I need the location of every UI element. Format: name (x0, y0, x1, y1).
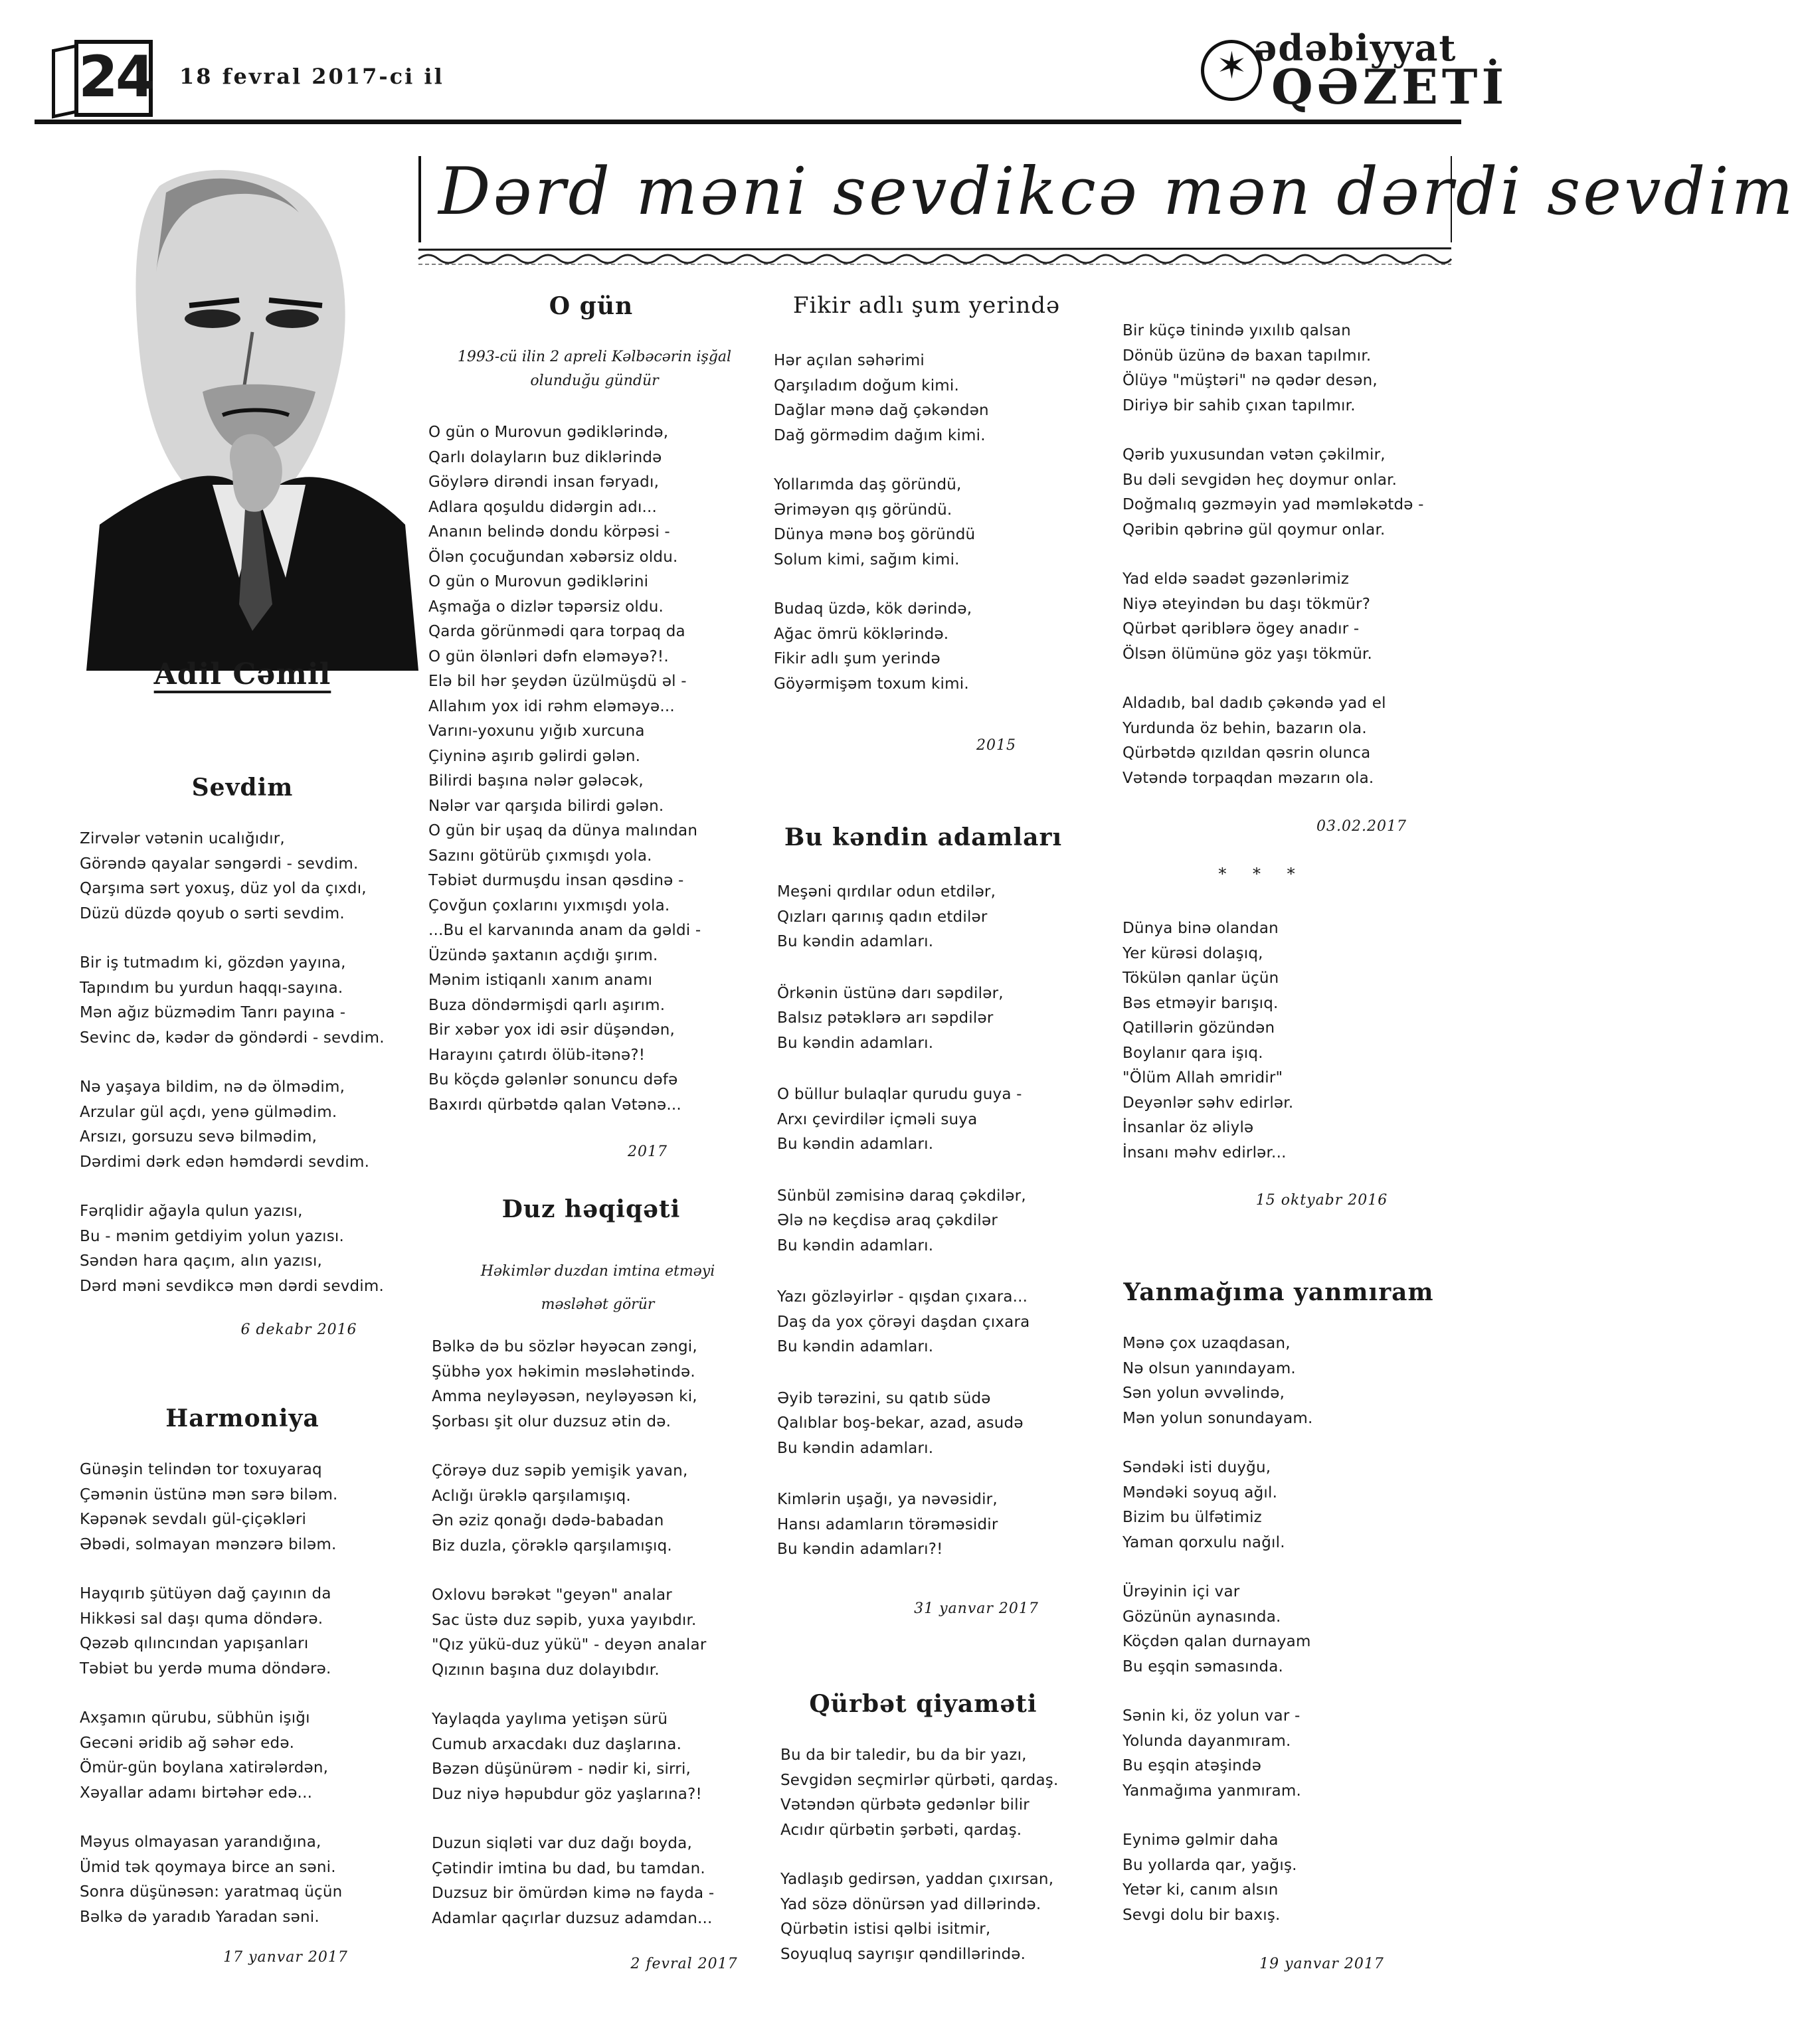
stanza (777, 1387, 1030, 1462)
poem-line: Adamlar qaçırlar duzsuz adamdan... (432, 1909, 713, 1927)
poem-line: Sazını götürüb çıxmışdı yola. (428, 847, 652, 865)
poem-line: Bu yollarda qar, yağış. (1122, 1856, 1297, 1874)
poem-line: Aldadıb, bal dadıb çəkəndə yad el (1122, 695, 1386, 712)
stanza (80, 827, 385, 926)
poem-line: Yanmağıma yanmıram. (1122, 1782, 1301, 1800)
poem-line: Bu kəndin adamları?! (777, 1541, 943, 1558)
poem-line: Nə yaşaya bildim, nə də ölmədim, (80, 1078, 345, 1096)
stanza (1122, 691, 1424, 791)
poem-line: Dünya mənə boş göründü (774, 526, 976, 543)
poem-line: Dönüb üzünə də baxan tapılmır. (1122, 347, 1372, 365)
stanza (774, 597, 989, 697)
stanza (80, 1075, 385, 1175)
poem-line: Göyərmişəm toxum kimi. (774, 675, 969, 693)
poem-line: Duz niyə həpubdur göz yaşlarına?! (432, 1785, 702, 1803)
poem-line: Üzündə şaxtanın açdığı şırım. (428, 946, 658, 964)
poem-line: Kimlərin uşağı, ya nəvəsidir, (777, 1491, 998, 1508)
poem-line: Bu kəndin adamları. (777, 1034, 934, 1052)
poem-line: Ümid tək qoymaya birce an səni. (80, 1858, 336, 1876)
stanza (80, 1582, 342, 1681)
poem-line: O gün ölənləri dəfn eləməyə?!. (428, 647, 669, 665)
poem-date: 2 fevral 2017 (630, 1956, 738, 1972)
poem-line: Sevgi dolu bir baxış. (1122, 1906, 1281, 1924)
poem-line: Elə bil hər şeydən üzülmüşdü əl - (428, 673, 687, 690)
poem-line: Fikir adlı şum yerində (774, 650, 941, 667)
emblem-icon (1201, 40, 1262, 101)
poem-date: 03.02.2017 (1316, 818, 1407, 835)
poem-line: O büllur bulaqlar qurudu guya - (777, 1086, 1022, 1103)
poem-line: Hayqırıb şütüyən dağ çayının da (80, 1585, 331, 1602)
poem-line: Qızları qarınış qadın etdilər (777, 908, 988, 926)
poem-line: İnsanı məhv edirlər... (1122, 1144, 1287, 1161)
poem-date: 6 dekabr 2016 (240, 1321, 357, 1338)
poem-line: Duzsuz bir ömürdən kimə nə fayda - (432, 1885, 715, 1902)
poem-line: Budaq üzdə, kök dərində, (774, 600, 972, 618)
poem-line: Bu da bir taledir, bu da bir yazı, (780, 1746, 1027, 1764)
poem-title-duz-heqiqeti: Duz həqiqəti (501, 1195, 681, 1223)
stanza (1122, 1456, 1313, 1555)
poem-line: Əyib tərəzini, su qatıb südə (777, 1389, 991, 1407)
poem-title-fikir: Fikir adlı şum yerində (792, 292, 1061, 319)
poem-line: Dərd məni sevdikcə mən dərdi sevdim. (80, 1277, 385, 1295)
poem-line: Dağlar mənə dağ çəkəndən (774, 402, 989, 419)
poem-line: Eynimə gəlmir daha (1122, 1831, 1279, 1849)
poem-yanmagima (1122, 1331, 1313, 1928)
poem-date: 2015 (976, 737, 1016, 754)
poem-line: Ölüyə "müştəri" nə qədər desən, (1122, 372, 1378, 389)
poem-line: Günəşin telindən tor toxuyaraq (80, 1461, 322, 1478)
poem-line: Acıdır qürbətin şərbəti, qardaş. (780, 1821, 1022, 1839)
poem-line: Bu kəndin adamları. (777, 933, 934, 950)
poem-line: Vətəndən qürbətə gedənlər bilir (780, 1796, 1030, 1814)
poem-fikir (774, 349, 989, 697)
stanza (1122, 1828, 1313, 1928)
poem-line: Mənə çox uzaqdasan, (1122, 1335, 1291, 1352)
poem-line: Deyənlər səhv edirlər. (1122, 1094, 1294, 1112)
poem-line: Yad eldə səadət gəzənlərimiz (1122, 570, 1350, 588)
poem-line: Əriməyən qış göründü. (774, 501, 952, 519)
stanza (432, 1335, 714, 1434)
stanza (777, 1488, 1030, 1563)
stanza (80, 1199, 385, 1299)
stanza (80, 951, 385, 1051)
poem-line: Tökülən qanlar üçün (1122, 970, 1279, 987)
poem-line: Yetər ki, canım alsın (1122, 1881, 1279, 1899)
poem-line: Xəyallar adamı birtəhər edə... (80, 1784, 313, 1802)
poem-line: Bu eşqin atəşində (1122, 1757, 1262, 1774)
poem-line: Sünbül zəmisinə daraq çəkdilər, (777, 1187, 1026, 1205)
poem-duz-heqiqeti (432, 1335, 714, 1931)
poem-line: Ən əziz qonağı dədə-babadan (432, 1512, 664, 1529)
poem-line: Qərib yuxusundan vətən çəkilmir, (1122, 446, 1386, 464)
poem-line: Axşamın qürubu, sübhün işığı (80, 1709, 310, 1727)
poem-o-gun (428, 420, 701, 1118)
poem-line: Bu eşqin səmasında. (1122, 1658, 1284, 1675)
poem-line: Niyə əteyindən bu daşı tökmür? (1122, 595, 1371, 613)
poem-harmoniya (80, 1458, 342, 1930)
poem-line: Bəlkə də bu sözlər həyəcan zəngi, (432, 1338, 697, 1355)
stanza (80, 1830, 342, 1930)
poem-line: Ürəyinin içi var (1122, 1583, 1240, 1600)
poem-line: Bizim bu ülfətimiz (1122, 1509, 1262, 1526)
poem-line: Şübhə yox həkimin məsləhətində. (432, 1363, 695, 1381)
poem-line: Hər açılan səhərimi (774, 352, 925, 369)
poem-title-o-gun: O gün (549, 292, 634, 320)
poem-line: "Qız yükü-duz yükü" - deyən analar (432, 1636, 707, 1654)
poem-date: 2017 (628, 1144, 668, 1160)
poem-line: Bu kəndin adamları. (777, 1338, 934, 1355)
poem-line: Soyuqluq sayrışır qəndillərində. (780, 1945, 1026, 1963)
poem-line: Yolunda dayanmıram. (1122, 1732, 1291, 1750)
poem-line: Sevgidən seçmirlər qürbəti, qardaş. (780, 1771, 1059, 1789)
poem-line: Sən yolun əvvəlində, (1122, 1385, 1285, 1402)
poem-line: Sevinc də, kədər də göndərdi - sevdim. (80, 1029, 385, 1047)
poem-line: Mən ağız büzmədim Tanrı payına - (80, 1004, 346, 1021)
stanza (80, 1706, 342, 1806)
stanza (780, 1867, 1058, 1967)
ornament-rule (418, 244, 1451, 271)
stanza (1122, 567, 1424, 667)
stanza (1122, 443, 1424, 543)
poem-line: O gün o Murovun gədiklərində, (428, 424, 669, 441)
poem-line: Doğmalıq gəzməyin yad məmləkətdə - (1122, 496, 1424, 513)
header-rule (35, 120, 1461, 124)
poem-line: Baxırdı qürbətdə qalan Vətənə... (428, 1096, 681, 1114)
poem-line: Qürbətdə qızıldan qəsrin olunca (1122, 744, 1371, 762)
poem-line: Bu kəndin adamları. (777, 1439, 934, 1457)
poem-line: Solum kimi, sağım kimi. (774, 551, 960, 568)
poem-subtitle: 1993-cü ilin 2 apreli Kəlbəcərin işğal olunduğu gündür (457, 349, 732, 389)
poem-line: Hikkəsi sal daşı quma döndərə. (80, 1610, 323, 1628)
poem-title-qurbet: Qürbət qiyaməti (809, 1690, 1037, 1718)
poem-line: İnsanlar öz əliylə (1122, 1119, 1254, 1136)
page-number-fold (52, 44, 78, 119)
newspaper-logo (1201, 27, 1508, 126)
stanza (80, 1458, 342, 1557)
main-headline: Dərd məni sevdikcə mən dərdi sevdim (438, 154, 1796, 230)
poem-line: Hansı adamların törəməsidir (777, 1515, 998, 1533)
poem-line: Aclığı ürəklə qarşılamışıq. (432, 1487, 631, 1505)
stanza (777, 1285, 1030, 1360)
stanza (777, 880, 1030, 955)
stanza (1122, 1704, 1313, 1804)
poem-line: Qürbətin istisi qəlbi isitmir, (780, 1920, 991, 1938)
poem-line: Məndəki soyuq ağıl. (1122, 1484, 1278, 1501)
stanza (428, 420, 701, 1118)
poem-line: Yer kürəsi dolaşıq, (1122, 944, 1263, 962)
poem-line: Çörəyə duz səpib yemişik yavan, (432, 1462, 688, 1480)
poem-line: Kəpənək sevdalı gül-çiçəkləri (80, 1511, 307, 1528)
poem-line: Meşəni qırdılar odun etdilər, (777, 883, 996, 900)
poem-line: Örkənin üstünə darı səpdilər, (777, 984, 1004, 1002)
poem-line: Yadlaşıb gedirsən, yaddan çıxırsan, (780, 1871, 1054, 1888)
poem-line: "Ölüm Allah əmridir" (1122, 1069, 1283, 1086)
poem-line: Arzular gül açdı, yenə gülmədim. (80, 1103, 337, 1121)
stanza (432, 1583, 714, 1683)
poem-line: Ələ nə keçdisə araq çəkdilər (777, 1212, 998, 1229)
poem-line: Yurdunda öz behin, bazarın ola. (1122, 719, 1367, 737)
poem-line: Tapındım bu yurdun haqqı-sayına. (80, 979, 343, 997)
poem-line: Qarda görünmədi qara torpaq da (428, 623, 685, 640)
poem-line: Qalıblar boş-bekar, azad, asudə (777, 1414, 1024, 1432)
poem-line: Sənin ki, öz yolun var - (1122, 1707, 1301, 1725)
poem-sevdim (80, 827, 385, 1299)
poem-line: Qəzəb qılıncından yapışanları (80, 1635, 309, 1652)
poem-line: Görəndə qayalar səngərdi - sevdim. (80, 855, 359, 873)
poem-line: Diriyə bir sahib çıxan tapılmır. (1122, 396, 1356, 414)
poem-line: Boylanır qara işıq. (1122, 1044, 1263, 1062)
poem-line: Dərdimi dərk edən həmdərdi sevdim. (80, 1153, 370, 1171)
poem-line: ...Bu el karvanında anam da gəldi - (428, 922, 701, 939)
poem-line: Dünya binə olandan (1122, 920, 1279, 937)
poem-line: Səndəki isti duyğu, (1122, 1459, 1271, 1476)
poem-line: Harayını çatırdı ölüb-itənə?! (428, 1046, 646, 1064)
poem-line: Qürbət qəriblərə ögey anadır - (1122, 620, 1360, 638)
poem-line: Yazı gözləyirlər - qışdan çıxara... (777, 1288, 1028, 1306)
stanza (777, 981, 1030, 1057)
poem-line: Bir iş tutmadım ki, gözdən yayına, (80, 954, 346, 972)
poem-line: Qatillərin gözündən (1122, 1019, 1275, 1037)
poem-line: Təbiət durmuşdu insan qəsdinə - (428, 872, 684, 889)
poem-line: Mənim istiqanlı xanım anamı (428, 972, 653, 989)
poem-line: Arxı çevirdilər içməli suya (777, 1110, 978, 1128)
poem-line: Düzü düzdə qoyub o sərti sevdim. (80, 904, 345, 922)
poem-line: Yad sözə dönürsən yad dillərində. (780, 1895, 1041, 1913)
stanza (1122, 1580, 1313, 1679)
stanza (774, 473, 989, 572)
poem-line: Səndən hara qaçım, alın yazısı, (80, 1252, 323, 1270)
page-number (74, 40, 153, 117)
poem-line: Qarşıladım doğum kimi. (774, 377, 959, 394)
poem-line: Aşmağa o dizlər təpərsiz oldu. (428, 598, 664, 616)
stanza (774, 349, 989, 448)
author-name: Adil Cəmil (153, 657, 331, 691)
poem-line: Köçdən qalan durnayam (1122, 1633, 1311, 1650)
poem-line: Ağac ömrü köklərində. (774, 625, 949, 643)
poem-line: Duzun siqləti var duz dağı boyda, (432, 1835, 692, 1852)
logo-top-text: ədəbiyyat (1254, 27, 1457, 69)
poem-line: Ölən çocuğundan xəbərsiz oldu. (428, 548, 678, 566)
poem-line: Vətəndə torpaqdan məzarın ola. (1122, 769, 1374, 787)
stanza (777, 1184, 1030, 1259)
poem-line: Ömür-gün boylana xatirələrdən, (80, 1759, 329, 1776)
poem-line: Qəribin qəbrinə gül qoymur onlar. (1122, 521, 1386, 539)
page-number-text: 24 (78, 44, 153, 110)
poem-line: Nələr var qarşıda bilirdi gələn. (428, 797, 664, 815)
poem-line: Gözünün aynasında. (1122, 1608, 1281, 1626)
poem-kend (777, 880, 1030, 1563)
poem-untitled (1122, 916, 1293, 1165)
poem-line: Təbiət bu yerdə muma döndərə. (80, 1660, 331, 1677)
poem-line: Bu kəndin adamları. (777, 1136, 934, 1153)
stanza (432, 1707, 714, 1807)
poem-title-harmoniya: Harmoniya (165, 1405, 319, 1432)
poem-line: Qızının başına duz dolayıbdır. (432, 1661, 660, 1679)
poem-line: O gün bir uşaq da dünya malından (428, 822, 698, 839)
poem-line: Əbədi, solmayan mənzərə biləm. (80, 1535, 337, 1553)
section-stars: * * * (1218, 865, 1306, 883)
poem-line: Bilirdi başına nələr gələcək, (428, 772, 644, 790)
poem-subtitle: Həkimlər duzdan imtina etməyi məsləhət görür (480, 1263, 715, 1313)
poem-line: Şorbası şit olur duzsuz ətin də. (432, 1412, 672, 1430)
stanza (780, 1743, 1058, 1843)
poem-line: Qarlı dolayların buz diklərində (428, 448, 662, 466)
poem-line: Çətindir imtina bu dad, bu tamdan. (432, 1859, 705, 1877)
poem-qurbet (780, 1743, 1058, 1967)
stanza (432, 1459, 714, 1559)
poem-date: 17 yanvar 2017 (223, 1949, 348, 1966)
poem-line: Yaman qorxulu nağıl. (1122, 1533, 1285, 1551)
stanza (1122, 916, 1293, 1165)
poem-line: Mən yolun sonundayam. (1122, 1409, 1313, 1427)
poem-title-kend: Bu kəndin adamları (784, 823, 1063, 851)
stanza (1122, 1331, 1313, 1431)
poem-line: O gün o Murovun gədiklərini (428, 573, 649, 590)
poem-title-sevdim: Sevdim (191, 774, 294, 802)
poem-line: Çəmənin üstünə mən sərə biləm. (80, 1486, 338, 1503)
poem-line: Buza döndərmişdi qarlı aşırım. (428, 996, 666, 1014)
poem-line: Oxlovu bərəkət "geyən" analar (432, 1586, 672, 1604)
author-portrait (60, 153, 418, 671)
poem-line: Allahım yox idi rəhm eləməyə... (428, 697, 675, 715)
poem-title-yanmagima: Yanmağıma yanmıram (1123, 1278, 1434, 1306)
poem-line: Çovğun çoxlarını yıxmışdı yola. (428, 896, 670, 914)
poem-line: Bu dəli sevgidən heç doymur onlar. (1122, 471, 1397, 489)
poem-line: Göylərə dirəndi insan fəryadı, (428, 473, 660, 491)
poem-date: 31 yanvar 2017 (914, 1600, 1039, 1617)
poem-date: 19 yanvar 2017 (1259, 1956, 1384, 1972)
poem-line: Ölsən ölümünə göz yaşı tökmür. (1122, 645, 1373, 663)
poem-line: Adlara qoşuldu didərgin adı... (428, 498, 658, 516)
poem-date: 15 oktyabr 2016 (1255, 1192, 1388, 1209)
stanza (432, 1831, 714, 1931)
poem-line: Bir xəbər yox idi əsir düşəndən, (428, 1021, 675, 1039)
poem-line: Bir küçə tinində yıxılıb qalsan (1122, 322, 1351, 339)
poem-line: Daş da yox çörəyi daşdan çıxara (777, 1313, 1030, 1331)
stanza (1122, 319, 1424, 418)
poem-line: Bu kəndin adamları. (777, 1236, 934, 1254)
poem-line: Bəs etməyir barışıq. (1122, 994, 1279, 1012)
poem-line: Biz duzla, çörəklə qarşılamışıq. (432, 1537, 672, 1555)
poem-line: Bəlkə də yaradıb Yaradan səni. (80, 1908, 319, 1926)
poem-line: Çiyninə aşırıb gəlirdi gələn. (428, 747, 641, 765)
logo-bottom-text: QƏZETİ (1271, 58, 1508, 115)
poem-line: Gecəni əridib ağ səhər edə. (80, 1734, 295, 1752)
poem-line: Arsızı, gorsuzu sevə bilmədim, (80, 1128, 317, 1146)
poem-line: Sac üstə duz səpib, yuxa yayıbdır. (432, 1611, 697, 1629)
poem-line: Məyus olmayasan yarandığına, (80, 1833, 321, 1851)
poem-line: Fərqlidir ağayla qulun yazısı, (80, 1203, 303, 1220)
poem-line: Dağ görmədim dağım kimi. (774, 426, 986, 444)
poem-line: Bu köçdə gələnlər sonuncu dəfə (428, 1071, 678, 1088)
poem-line: Yollarımda daş göründü, (774, 476, 962, 493)
poem-line: Sonra düşünəsən: yaratmaq üçün (80, 1883, 343, 1901)
poem-line: Bu - mənim getdiyim yolun yazısı. (80, 1227, 344, 1245)
poem-line: Bəzən düşünürəm - nədir ki, sirri, (432, 1760, 691, 1778)
issue-date: 18 fevral 2017-ci il (179, 64, 444, 89)
poem-line: Amma neyləyəsən, neyləyəsən ki, (432, 1388, 697, 1405)
poem-line: Qarşıma sərt yoxuş, düz yol da çıxdı, (80, 880, 367, 897)
stanza (777, 1082, 1030, 1157)
poem-line: Cumub arxacdakı duz daşlarına. (432, 1735, 682, 1753)
poem-line: Ananın belində dondu körpəsi - (428, 523, 670, 541)
poem-line: Yaylaqda yaylıma yetişən sürü (432, 1711, 668, 1728)
poem-line: Nə olsun yanındayam. (1122, 1359, 1296, 1377)
poem-qurbet-continued (1122, 319, 1424, 791)
poem-line: Balsız pətəklərə arı səpdilər (777, 1009, 994, 1027)
poem-line: Varını-yoxunu yığıb xurcuna (428, 723, 645, 740)
poem-line: Zirvələr vətənin ucalığıdır, (80, 830, 285, 847)
